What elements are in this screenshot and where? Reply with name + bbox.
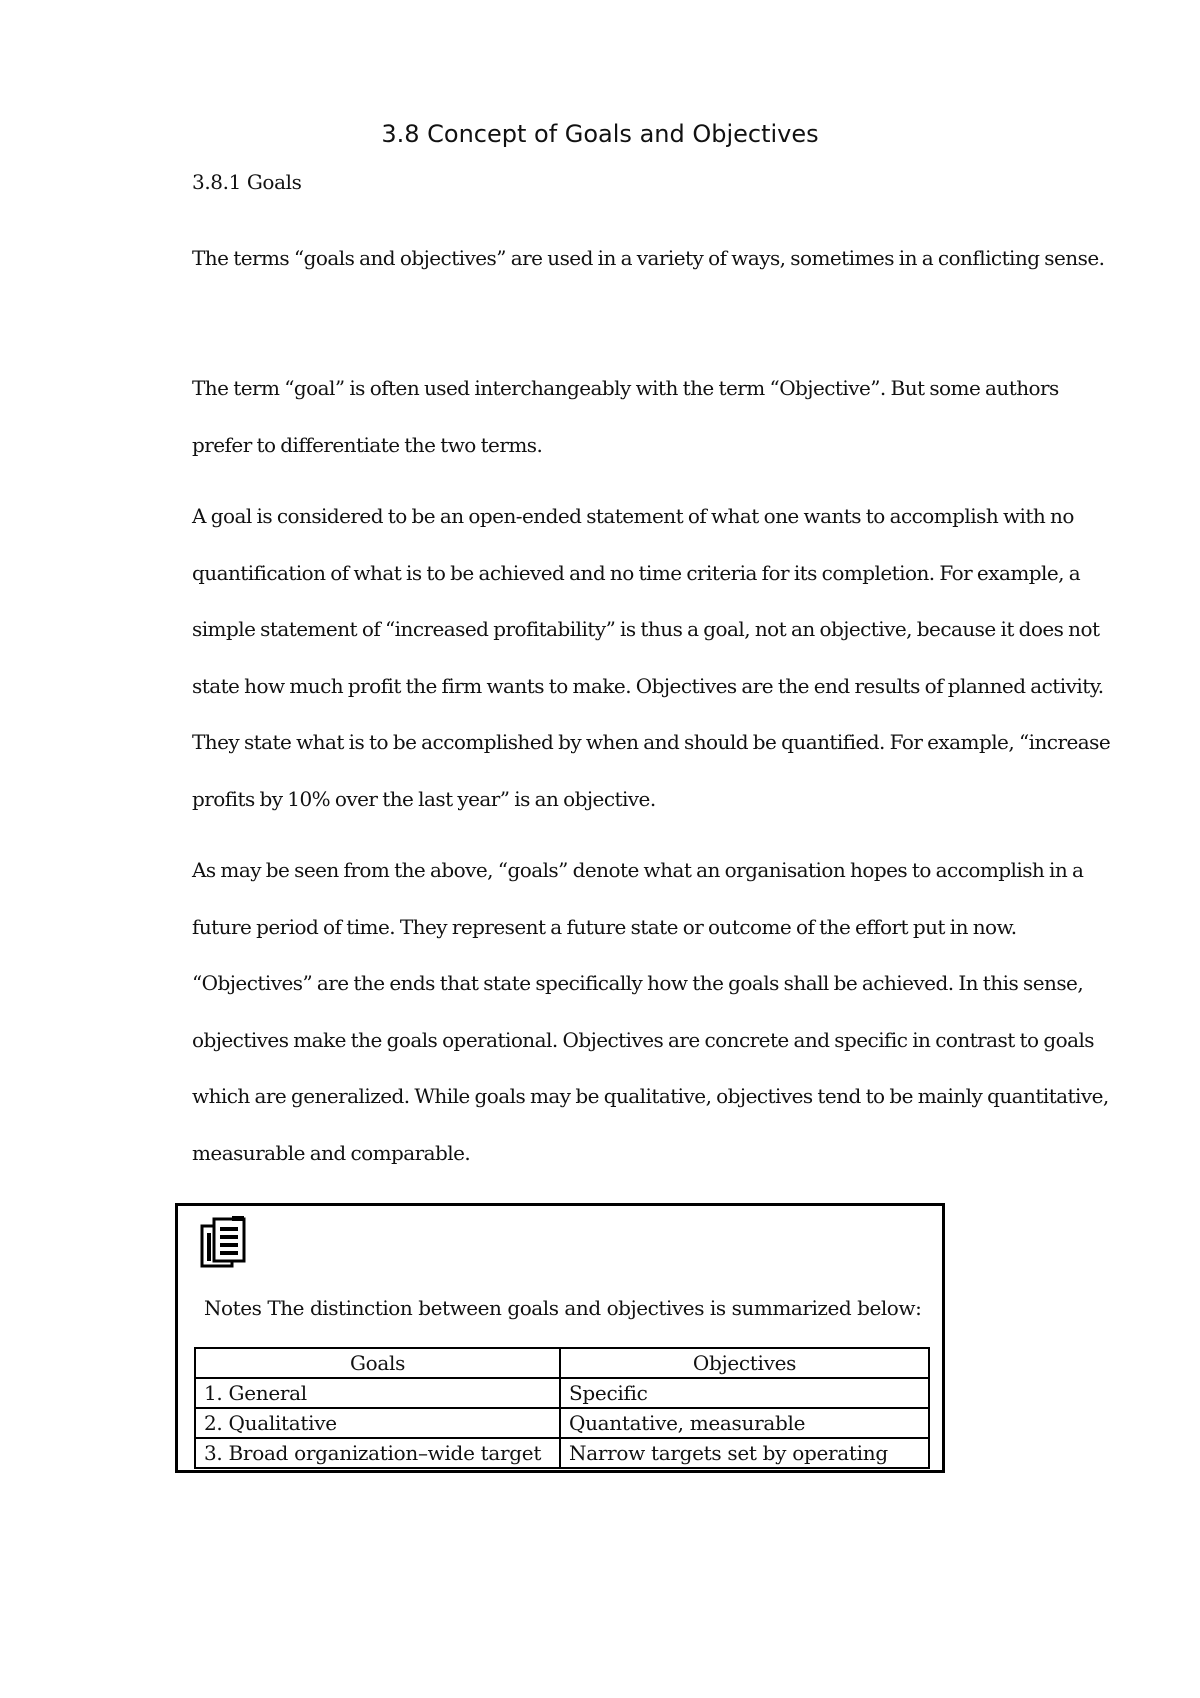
- paragraph-1: The terms “goals and objectives” are used in a variety of ways, sometimes in a conflicting sense.: [192, 246, 1105, 270]
- notes-icon: [200, 1216, 248, 1268]
- table-cell: Narrow targets set by operating: [560, 1438, 929, 1468]
- notes-box: [175, 1203, 945, 1473]
- paragraph-2: The term “goal” is often used interchangeably with the term “Objective”. But some authors prefer to differentiate the two terms.: [192, 376, 1059, 457]
- paragraph-4: As may be seen from the above, “goals” denote what an organisation hopes to accomplish in a future period of time. They represent a future state or outcome of the effort put in now. “Objectives” are the ends that state specifically how the goals shall be achieved. In this sense, objectives make the goals operational. Objectives are concrete and specific in contrast to goals which are generalized. While goals may be qualitative, objectives tend to be mainly quantitative, measurable and comparable.: [192, 858, 1109, 1165]
- table-row: [195, 1378, 929, 1408]
- section-heading: 3.8 Concept of Goals and Objectives: [381, 120, 819, 148]
- table-row: [195, 1438, 929, 1468]
- table-cell: 1. General: [195, 1378, 560, 1408]
- table-cell: 2. Qualitative: [195, 1408, 560, 1438]
- subsection-heading: 3.8.1 Goals: [192, 170, 302, 194]
- table-cell: 3. Broad organization–wide target: [195, 1438, 560, 1468]
- table-header-row: [195, 1348, 929, 1378]
- header-objectives: Objectives: [560, 1348, 929, 1378]
- notes-text: Notes The distinction between goals and objectives is summarized below:: [204, 1296, 922, 1320]
- table-cell: Quantative, measurable: [560, 1408, 929, 1438]
- comparison-table: [194, 1347, 930, 1469]
- table-cell: Specific: [560, 1378, 929, 1408]
- table-row: [195, 1408, 929, 1438]
- header-goals: Goals: [195, 1348, 560, 1378]
- paragraph-3: A goal is considered to be an open-ended statement of what one wants to accomplish with no quantification of what is to be achieved and no time criteria for its completion. For example, a simple statement of “increased profitability” is thus a goal, not an objective, because it does not state how much profit the firm wants to make. Objectives are the end results of planned activity. They state what is to be accomplished by when and should be quantified. For example, “increase profits by 10% over the last year” is an objective.: [192, 504, 1111, 811]
